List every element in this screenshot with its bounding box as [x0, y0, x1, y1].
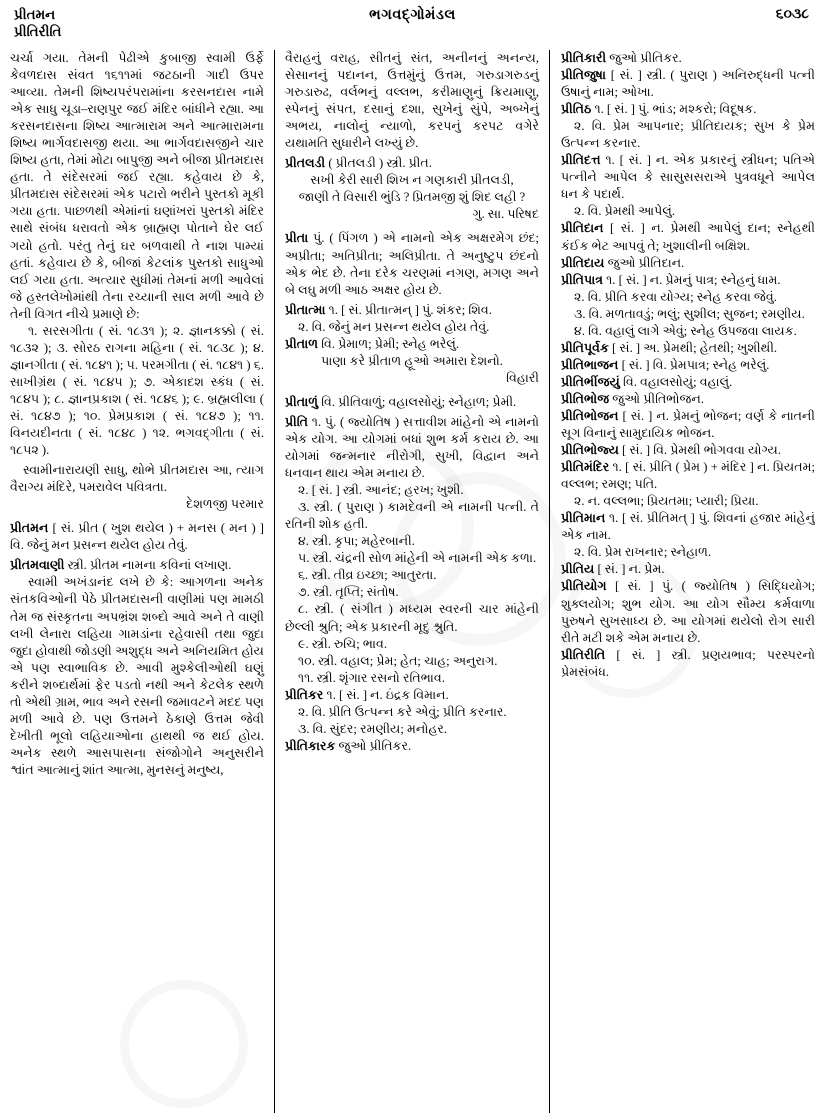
entry-headword: પ્રીતિભોજ — [561, 391, 610, 406]
entry-sense: ૩. વિ. મળતાવડું; ભલું; સુશીલ; સુજન; રમણીય. — [574, 306, 805, 321]
paragraph-works-list: ૧. સરસગીતા ( સં. ૧૮૩૧ ); ૨. જ્ઞાનકક્કો ( સં. ૧૮૩૨ ); ૩. સોરઠ રાગના મહિના ( સં. ૧૮૩૮ ); ૪. જ્ઞાનગીતા ( સં. ૧૮૪૧ ); ૫. પરમગીતા ( સં. ૧૮૪૧ ) ૬. સાખીગ્રંથ ( સં. ૧૮૪૫ ); ૭. એકાદશ સ્કંધ ( સં. ૧૮૪૫ ); ૮. જ્ઞાનપ્રકાશ ( સં. ૧૮૪૬ ); ૯. બ્રહ્મલીલા ( સં. ૧૮૪૭ ); ૧૦. પ્રેમપ્રકાશ ( સં. ૧૮૪૭ ); ૧૧. વિનયદીનતા ( સં. ૧૮૪૮ ) ૧૨. ભગવદ્ગીતા ( સં. ૧૮૫૨ ). — [10, 323, 264, 458]
entry-definition: [ સં. ] વિ. પ્રેમપાત્ર; સ્નેહ ભરેલું. — [618, 357, 770, 372]
dictionary-entry — [561, 101, 815, 118]
entry-definition: [ સં. ] ન. પ્રેમનું ભોજન; વર્ણ કે નાતની સૂગ વિનાનું સામુદાયિક ભોજન. — [561, 408, 815, 441]
entry-headword: પ્રીતિદાન — [561, 221, 604, 236]
entry-sense: ૫. સ્ત્રી. ચંદ્રની સોળ માંહેની એ નામની એક કળા. — [298, 551, 537, 566]
column-divider — [549, 50, 550, 1113]
column-2 — [277, 50, 547, 1113]
dictionary-entry — [561, 459, 815, 493]
entry-headword: પ્રીતિકારક — [285, 738, 336, 753]
quotation-verse: સ્વામીનારાયણી સાધુ, થોભે પ્રીતમદાસ આ, ત્યાગ વૈરાગ્ય મંદિરે, પમરાવેલ પવિત્રતા. — [10, 463, 264, 495]
entry-headword: પ્રીતિદત્ત — [561, 153, 601, 168]
columns-container — [10, 50, 815, 1113]
dictionary-entry — [285, 414, 539, 482]
dictionary-entry — [285, 155, 539, 172]
entry-definition: ૧. [ સં. પ્રીતિ ( પ્રેમ ) + મંદિર ] ન. પ્રિયતમ; વલ્લભ; રમણ; પતિ. — [561, 460, 815, 492]
entry-headword: પ્રીતિમંદિર — [561, 460, 610, 475]
entry-definition: [ સં. ] પું. ( જ્યોતિષ ) સિદ્ધિયોગ; શુક્લયોગ; શુભ યોગ. આ યોગ સૌમ્ય કર્મવાળા પુરુષને સુખસાધ્ય છે. આ યોગમાં થયેલો રોગ સારી રીતે મટી શકે એમ મનાય છે. — [561, 579, 815, 645]
entry-definition: ૧. [ સં. ] ન. પ્રેમનું પાત્ર; સ્નેહનું ધામ. — [602, 272, 781, 287]
entry-definition: [ સં. ] વિ. પ્રેમથી ભોગવવા યોગ્ય. — [618, 443, 782, 458]
paragraph: વૈરાહનું વરાહ, સીતનું સંત, અનીનનું અનન્ય, સેસાનનું પદાનન, ઉત્તમુંનું ઉત્તમ, ગરુડાગરુડનું ગરુડારુઢ, વર્લભનું વલ્લભ, કરીમાણુનું ક્રિયમાણુ, સ્પેનનું સંપત, દસાનું દશા, સુખેનું સુંપે, અબ્ખેનું અભય, નાલોનું ન્યાળો, કરપનું કરપટ વગેરે યથામતિ સુધારીને લખ્યું છે. — [285, 51, 539, 151]
entry-headword: પ્રીતિમાન — [561, 511, 606, 526]
entry-headword: પ્રીતિપાત્ર — [561, 272, 603, 287]
entry-headword: પ્રીતિયોગ — [561, 579, 607, 594]
dictionary-entry — [285, 687, 539, 704]
dictionary-entry — [561, 408, 815, 442]
entry-sense: ૨. વિ. પ્રેમ આપનાર; પ્રીતિદાયક; સુખ કે પ્રેમ ઉત્પન્ન કરનાર. — [561, 119, 815, 151]
entry-sense: ૨. વિ. પ્રીતિ ઉત્પન્ન કરે એવું; પ્રીતિ કરનાર. — [298, 704, 507, 719]
entry-definition: પું. ( પિંગળ ) એ નામનો એક અક્ષરમેગ છંદ; અપ્રીતા; અતિપ્રીતા; અલિપ્રીતા. તે અનુષ્ટુપ છંદનો એક ભેદ છે. તેના દરેક ચરણમાં નગણ, મગણ અને બે લઘુ મળી આઠ અક્ષર હોય છે. — [285, 231, 539, 297]
dictionary-entry — [285, 738, 539, 755]
entry-sense: ૨. વિ. પ્રીતિ કરવા યોગ્ય; સ્નેહ કરવા જેવું. — [574, 289, 777, 304]
entry-definition: ૧. [ સં. પ્રીતાત્મન્ ] પું. શંકર; શિવ. — [325, 302, 492, 317]
entry-definition: ૧. [ સં. ] ન. એક પ્રકારનું સ્ત્રીધન; પતિએ પત્નીને આપેલ કે સાસુસસરાએ પુત્રવધૂને આપેલ ધન કે પદાર્થ. — [561, 153, 815, 202]
entry-definition: જુઓ પ્રીતિકર. — [606, 51, 682, 65]
column-1 — [10, 50, 272, 1113]
entry-headword: પ્રીતિભોજન — [561, 408, 619, 423]
dictionary-entry — [10, 520, 264, 554]
dictionary-entry — [561, 561, 815, 578]
entry-definition: [ સં. ] અ. પ્રેમથી; હેતથી; ખુશીથી. — [608, 340, 778, 355]
entry-headword: પ્રીતિભાજન — [561, 357, 619, 372]
entry-definition: વિ. વહાલસોયું; વહાલું. — [619, 374, 733, 389]
quotation-verse-line: પાણા કરે પ્રીતાળ હૂઓ અમારા દેશનો. — [321, 353, 503, 368]
entry-sense: ૧૦. સ્ત્રી. વહાલ; પ્રેમ; હેત; ચાહ; અનુરાગ. — [298, 653, 498, 668]
entry-sense: ૯. સ્ત્રી. રુચિ; ભાવ. — [298, 636, 388, 651]
entry-sense: ૮. સ્ત્રી. ( સંગીત ) મધ્યમ સ્વરની ચાર માંહેની છેલ્લી શ્રુતિ; એક પ્રકારની મૃદુ શ્રુતિ. — [285, 602, 539, 634]
entry-headword: પ્રીતિજુષા — [561, 68, 607, 83]
entry-definition: [ સં. ] ન. પ્રેમ. — [594, 562, 665, 577]
dictionary-entry — [561, 510, 815, 544]
dictionary-entry — [561, 67, 815, 101]
entry-sense: ૩. સ્ત્રી. ( પુરાણ ) કામદેવની એ નામની પત્ની. તે રતિની શોક હતી. — [285, 500, 539, 532]
dictionary-entry — [561, 578, 815, 646]
dictionary-entry — [561, 50, 815, 67]
entry-sense: ૧૧. સ્ત્રી. શૃંગાર રસનો રતિભાવ. — [298, 670, 445, 685]
dictionary-entry — [561, 442, 815, 459]
dictionary-entry — [561, 357, 815, 374]
entry-definition: ( પ્રીતલડી ) સ્ત્રી. પ્રીત. — [325, 156, 432, 171]
dictionary-entry — [561, 272, 815, 289]
entry-definition: [ સં. પ્રીત ( ખુશ થયેલ ) + મનસ ( મન ) ] વિ. જેનું મન પ્રસન્ન થયેલ હોય તેવું. — [10, 521, 264, 553]
entry-definition: વિ. પ્રેમાળ; પ્રેમી; સ્નેહ ભરેલું. — [318, 336, 460, 351]
quotation-attribution: વિહારી — [506, 370, 539, 385]
entry-headword: પ્રીતમવાણી — [10, 558, 65, 573]
entry-definition: [ સં. ] સ્ત્રી. ( પુરાણ ) અનિરુદ્ધની પત્ની ઉષાનું નામ; ઓખા. — [561, 68, 815, 100]
entry-headword: પ્રીતિકર — [285, 687, 324, 702]
entry-definition: ૧. [ સં. ] પું. ભાંડ; મશ્કરો; વિદૂષક. — [591, 102, 757, 117]
dictionary-entry — [285, 394, 539, 411]
entry-sense: ૪. સ્ત્રી. કૃપા; મહેરબાની. — [298, 534, 415, 549]
dictionary-entry — [561, 255, 815, 272]
entry-sense: ૬. સ્ત્રી. તીવ્ર ઇચ્છા; આતુરતા. — [298, 568, 437, 583]
entry-sense: ૨. ન. વલ્લભા; પ્રિયતમા; પ્યારી; પ્રિયા. — [574, 494, 759, 509]
dictionary-entry — [561, 220, 815, 254]
dictionary-entry — [561, 152, 815, 203]
entry-definition: [ સં. ] સ્ત્રી. પ્રણયભાવ; પરસ્પરનો પ્રેમસંબંધ. — [561, 647, 815, 679]
entry-sense: ૨. વિ. પ્રેમથી આપેલું. — [574, 204, 676, 219]
entry-definition: વિ. પ્રીતિવાળું; વહાલસોયું; સ્નેહાળ; પ્રેમી. — [318, 394, 517, 409]
entry-definition: જુઓ પ્રીતિભોજન. — [609, 391, 704, 406]
running-head — [10, 6, 815, 48]
entry-headword: પ્રીતિ — [285, 414, 308, 429]
dictionary-entry — [285, 336, 539, 353]
dictionary-entry — [10, 557, 264, 574]
dictionary-entry — [561, 340, 815, 357]
entry-definition: [ સં. ] ન. પ્રેમથી આપેલું દાન; સ્નેહથી કંઈક ભેટ આપવું તે; ખુશાલીની બક્ષિશ. — [561, 221, 815, 253]
entry-headword: પ્રીતિય — [561, 562, 595, 577]
page-number: ૬૦૩૮ — [775, 7, 809, 22]
entry-definition: ૧. પું. ( જ્યોતિષ ) સત્તાવીશ માંહેનો એ નામનો એક યોગ. આ યોગમાં બધાં શુભ કર્મ કરાય છે. આ યોગમાં જન્મનાર નીરોગી, સુખી, વિદ્વાન અને ધનવાન થાય એમ મનાય છે. — [285, 414, 539, 481]
entry-headword: પ્રીતાળ — [285, 336, 319, 351]
entry-headword: પ્રીતિભોજ્ય — [561, 443, 619, 458]
entry-headword: પ્રીતિઠ — [561, 102, 592, 117]
entry-note: સ્વામી અખંડાનંદ લખે છે કે: આગળના અનેક સંતકવિઓની પેઠે પ્રીતમદાસની વાણીમાં પણ મામઠી તેમ જ સંસ્કૃતના અપભ્રંશ શબ્દો આવે અને તે વાણી લખી લેનારા લહિયા ગામડાંના રહેવાસી તથા જુદા જુદા હોવાથી જોડણી અશુદ્ધ અને અનિયમિત હોય એ પણ સ્વાભાવિક છે. આવી મુશ્કેલીઓથી ઘણું કરીને શબ્દાર્થમાં ફેર પડતો નથી અને કેટલેક સ્થળે તો એથી ગ્રામ, ભાવ અને રસની જમાવટને મદદ પણ મળી આવે છે. પણ ઉત્તમને ઠેકાણે ઉત્તમ જેવી દેખીતી ભૂલો લહિયાઓના હાથથી જ થઈ હોય. અનેક સ્થળે આસપાસના સંજોગોને અનુસરીને શ્વાંત આત્માનું શાંત આત્મા, મુનસનું મનુષ્ય, — [10, 575, 264, 777]
entry-headword: પ્રીતા — [285, 231, 309, 246]
entry-definition: ૧. [ સં. પ્રીતિમત્ ] પું. શિવનાં હજાર માંહેનું એક નામ. — [561, 511, 815, 543]
entry-headword: પ્રીતિપૂર્વક — [561, 340, 609, 355]
entry-headword: પ્રીતિદાય — [561, 255, 605, 270]
entry-sense: ૭. સ્ત્રી. તૃપ્તિ; સંતોષ. — [298, 585, 399, 600]
column-3 — [552, 50, 815, 1113]
paragraph: ચર્ચા ગયા. તેમની પેઢીએ કુબાજી સ્વામી ઉર્ફે કેવળદાસ સંવત ૧૬૧૧માં જટઠાની ગાદી ઉપર આવ્યા. તેમની શિષ્યપરંપરામાંના કરસનદાસ નામે એક સાધુ ચૂડા–રાણપુર જઈ મંદિર બાંધીને રહ્યા. આ કરસનદાસના શિષ્ય આત્મારામ અને આત્મારામના શિષ્ય ભાર્ગવદાસજી થયા. આ ભાર્ગવદાસજીને ચાર શિષ્ય હતા, તેમાં મોટા બાપુજી અને બીજા પ્રીતમદાસ હતા. તે સંદેસરમાં જઈ રહ્યા. કહેવાય છે કે, પ્રીતમદાસ સંદેસરમાં એક પટારો ભરીને પુસ્તકો મૂકી ગયા હતા. પાછળથી એમાંનાં ઘણાંખરાં પુસ્તકો મંદિર સાથે સંબંધ ધરાવતો એક બ્રાહ્મણ પોતાને ઘેર લઈ ગયો હતો. પરંતુ તેનું ઘર બળવાથી તે નાશ પામ્યાં હતાં. કહેવાય છે કે, બીજાં કેટલાંક પુસ્તકો સાધુઓ લઈ ગયા હતા. અત્યાર સુધીમાં તેમનાં મળી આવેલાં જે હસ્તલેખોમાંથી તેના રચ્યાની સાલ મળી આવે છે તેની વિગત નીચે પ્રમાણે છે: — [10, 51, 264, 321]
dictionary-entry — [285, 302, 539, 319]
entry-sense: ૩. વિ. સુંદર; રમણીય; મનોહર. — [298, 721, 448, 736]
entry-headword: પ્રીતિકારી — [561, 51, 607, 65]
quotation-verse-line: જાણી તે વિસારી ભુંડિ ? પ્રિતમજી શું શિદ લહી ? — [298, 190, 526, 205]
entry-definition: ૧. [ સં. ] ન. ઇંદ્રક વિમાન. — [323, 687, 449, 702]
entry-definition: જુઓ પ્રીતિકર. — [335, 738, 412, 753]
dictionary-entry — [285, 230, 539, 298]
quotation-attribution: દેશળજી પરમાર — [186, 497, 264, 512]
column-divider — [274, 50, 275, 1113]
quotation-verse-line: સખી કેરી સારી શિખ ન ગણકારી પ્રીતલડી, — [310, 173, 514, 188]
entry-definition: સ્ત્રી. પ્રીતમ નામના કવિનાં લખાણ. — [64, 558, 232, 573]
entry-headword: પ્રીતાળું — [285, 394, 319, 409]
dictionary-entry — [561, 391, 815, 408]
book-title: ભગવદ્ગોમંડલ — [369, 7, 456, 23]
running-head-left-first-entry: પ્રીતમન — [14, 7, 56, 22]
entry-sense: ૪. વિ. વહાલું લાગે એવું; સ્નેહ ઉપજવા લાયક. — [574, 323, 797, 338]
quotation-attribution: ગુ. સા. પરિષદ — [472, 207, 539, 222]
dictionary-entry — [561, 647, 815, 681]
entry-sense: ૨. [ સં. ] સ્ત્રી. આનંદ; હરખ; ખુશી. — [298, 483, 464, 498]
entry-headword: પ્રીતિરીતિ — [561, 647, 606, 662]
entry-definition: જુઓ પ્રીતિદાન. — [604, 255, 685, 270]
entry-sense: ૨. વિ. જેનું મન પ્રસન્ન થયેલ હોય તેવું. — [298, 319, 490, 334]
dictionary-entry — [561, 374, 815, 391]
entry-headword: પ્રીતલડી — [285, 156, 326, 171]
entry-headword: પ્રીતાત્મા — [285, 302, 326, 317]
entry-headword: પ્રીતમન — [10, 521, 49, 536]
entry-headword: પ્રીતિભીંજયું — [561, 374, 620, 389]
running-head-left-last-entry: પ્રીતિરીતિ — [14, 24, 62, 39]
entry-sense: ૨. વિ. પ્રેમ રાખનાર; સ્નેહાળ. — [574, 545, 712, 560]
